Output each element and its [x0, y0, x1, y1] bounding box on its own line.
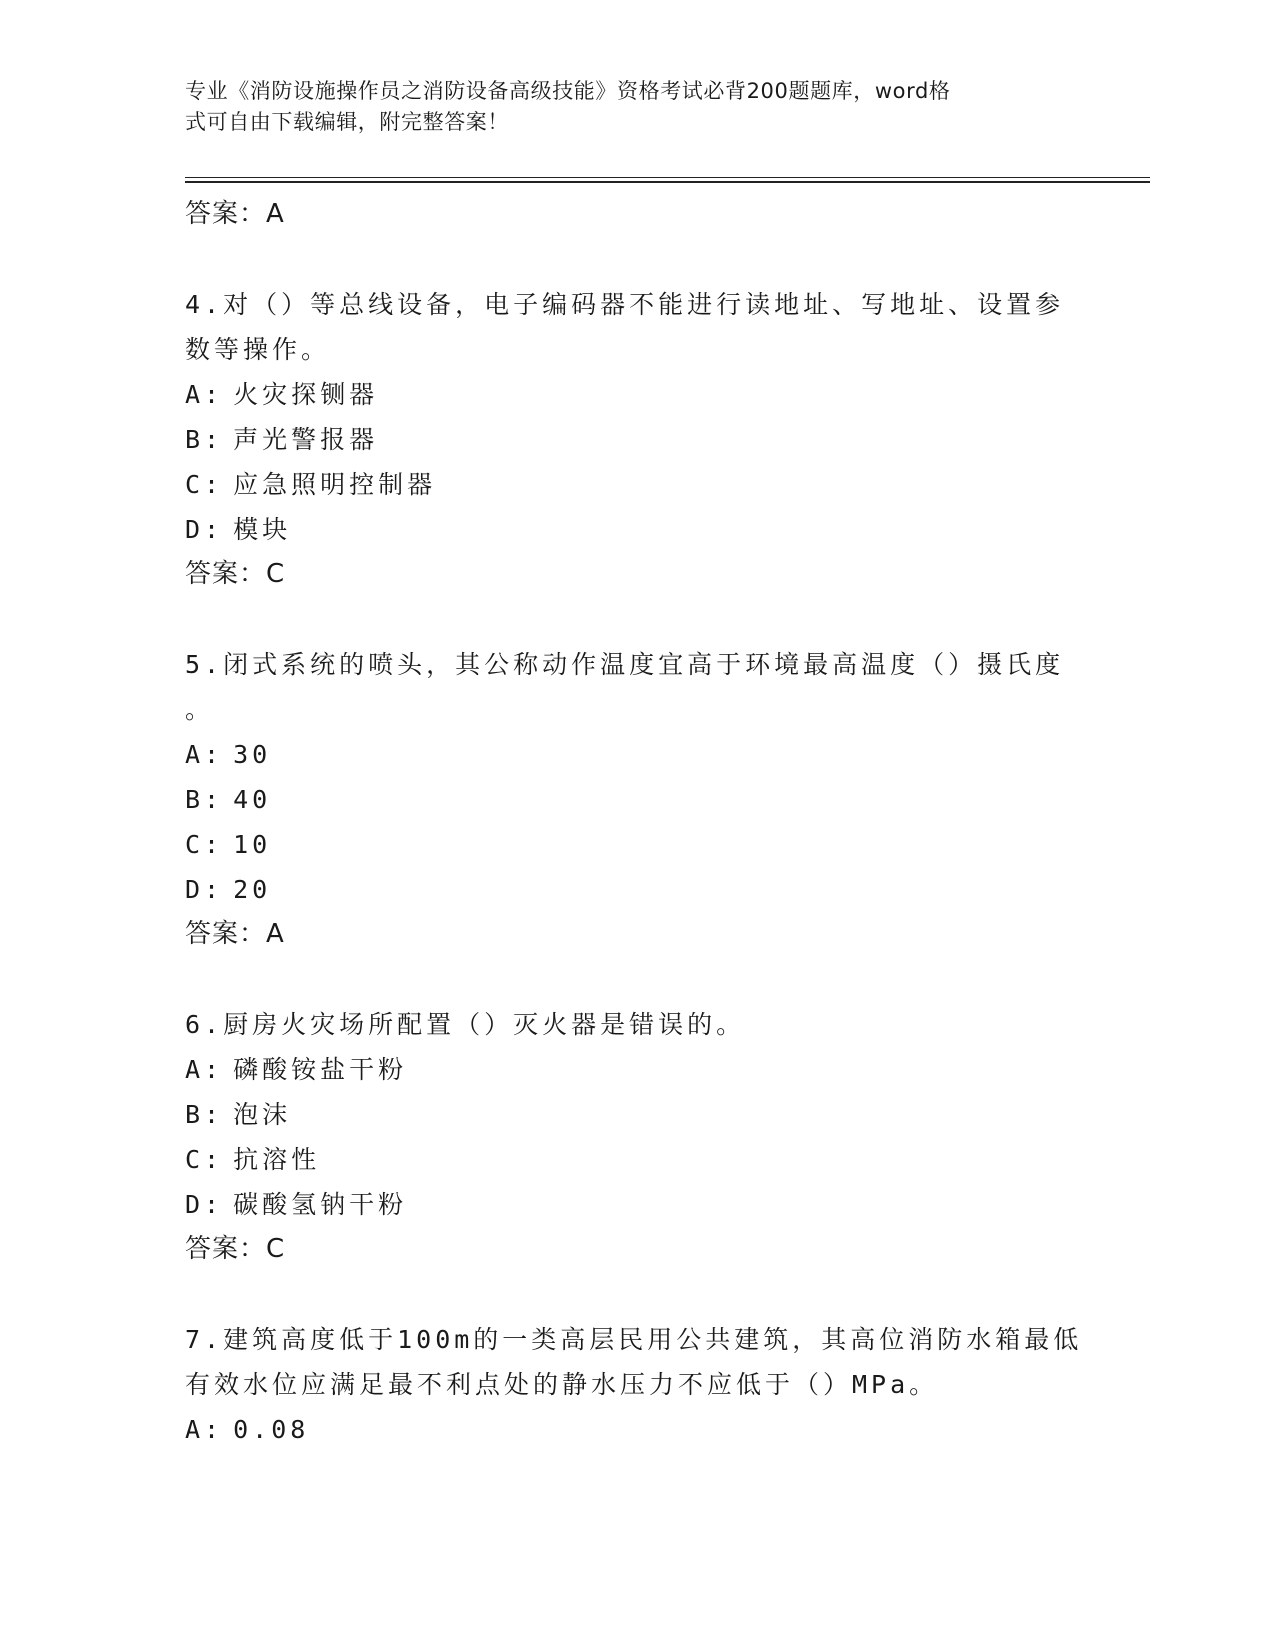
question-stem-line: 4.对（）等总线设备，电子编码器不能进行读地址、写地址、设置参 [185, 290, 1065, 319]
header-divider-thin [185, 177, 1150, 178]
header-divider-thick [185, 181, 1150, 183]
option-c: C: 应急照明控制器 [185, 470, 437, 499]
question-stem-line: 5.闭式系统的喷头，其公称动作温度宜高于环境最高温度（）摄氏度 [185, 650, 1065, 679]
question-stem-line: 6.厨房火灾场所配置（）灭火器是错误的。 [185, 1010, 746, 1039]
option-d: D: 模块 [185, 515, 292, 544]
option-a: A: 0.08 [185, 1415, 310, 1444]
question-list [185, 192, 1085, 1452]
option-a: A: 火灾探铡器 [185, 380, 379, 409]
option-b: B: 声光警报器 [185, 425, 379, 454]
option-c: C: 抗溶性 [185, 1145, 321, 1174]
header-line-1: 专业《消防设施操作员之消防设备高级技能》资格考试必背200题题库，word格 [185, 79, 951, 103]
question-stem-line: 数等操作。 [185, 335, 331, 364]
answer-line: 答案：C [185, 1234, 286, 1264]
option-b: B: 泡沫 [185, 1100, 292, 1129]
option-d: D: 20 [185, 875, 272, 904]
option-d: D: 碳酸氢钠干粉 [185, 1190, 408, 1219]
question-stem-line: 。 [185, 695, 215, 724]
option-a: A: 磷酸铵盐干粉 [185, 1055, 408, 1084]
option-c: C: 10 [185, 830, 272, 859]
option-b: B: 40 [185, 785, 272, 814]
document-header [185, 76, 1065, 138]
question-stem-line: 有效水位应满足最不利点处的静水压力不应低于（）MPa。 [185, 1370, 939, 1399]
question-4 [185, 282, 1085, 596]
option-a: A: 30 [185, 740, 272, 769]
answer-line: 答案：C [185, 559, 286, 589]
answer-line: 答案：A [185, 199, 285, 229]
question-6 [185, 1002, 1085, 1271]
answer-line: 答案：A [185, 919, 285, 949]
header-line-2: 式可自由下载编辑，附完整答案！ [185, 110, 509, 134]
question-7 [185, 1317, 1085, 1452]
question-5 [185, 642, 1085, 956]
question-stem-line: 7.建筑高度低于100m的一类高层民用公共建筑，其高位消防水箱最低 [185, 1325, 1083, 1354]
